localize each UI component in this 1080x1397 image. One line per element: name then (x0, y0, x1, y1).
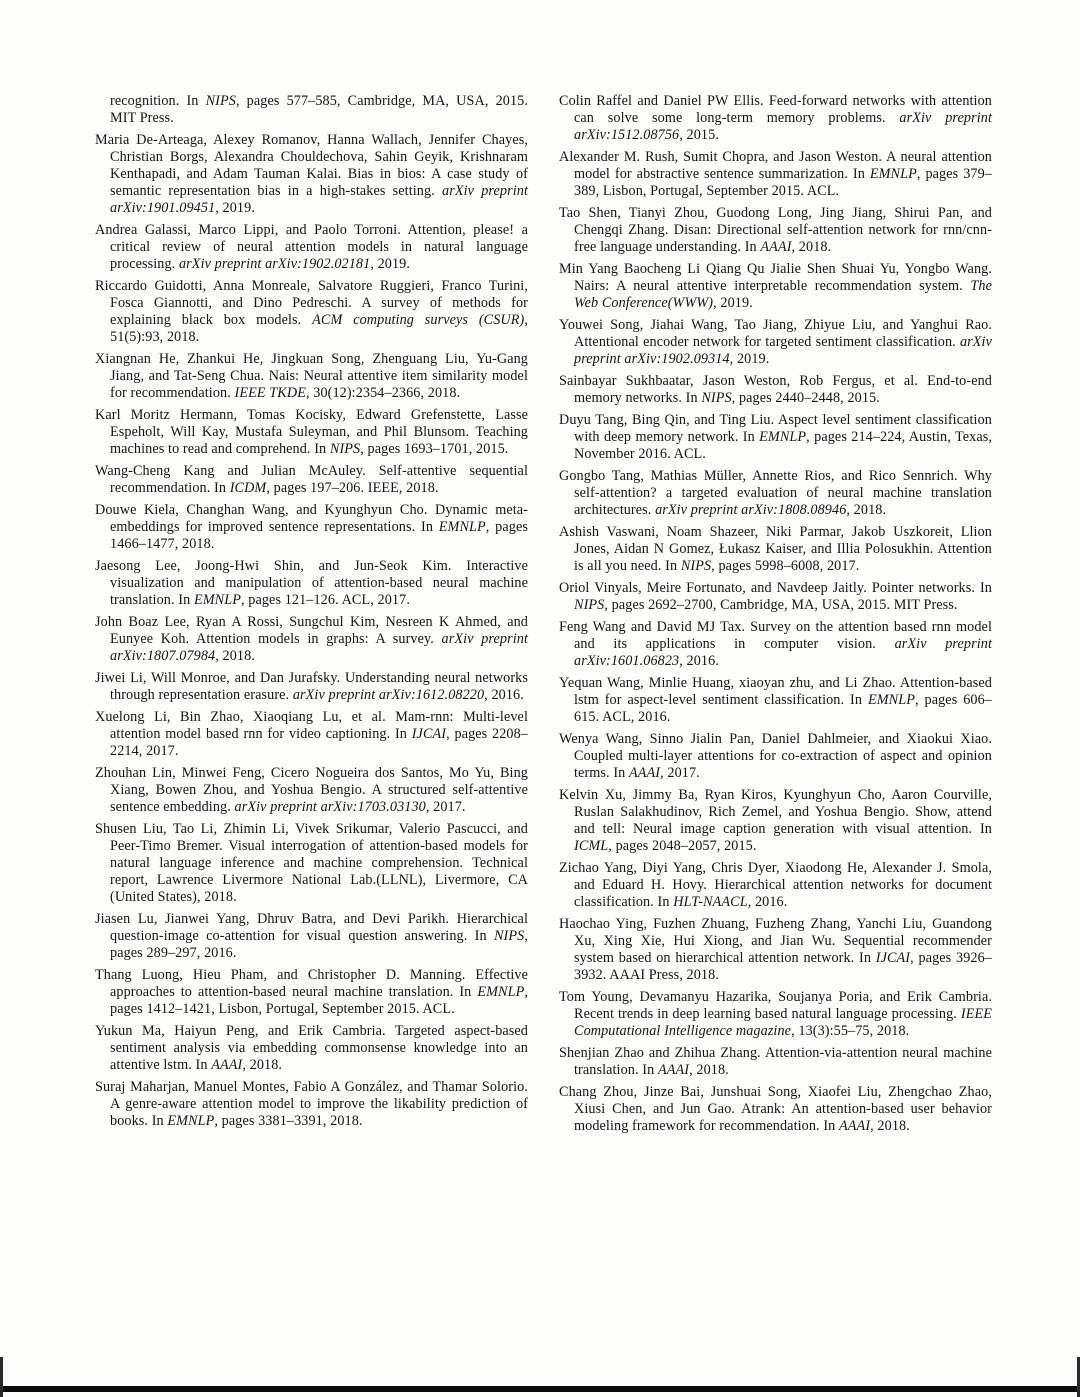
reference-venue: EMNLP (477, 984, 525, 1000)
reference-venue: IJCAI (411, 726, 447, 742)
references-column-left (95, 93, 528, 1140)
reference-text: John Boaz Lee, Ryan A Rossi, Sungchul Kim, Nesreen K Ahmed, and Eunyee Koh. Attention models in graphs: A survey. (95, 614, 528, 647)
reference-entry (95, 278, 528, 346)
reference-text: Oriol Vinyals, Meire Fortunato, and Navdeep Jaitly. Pointer networks. In (559, 580, 992, 596)
reference-entry (95, 821, 528, 906)
reference-text: Colin Raffel and Daniel PW Ellis. Feed-forward networks with attention can solve some long-term memory problems. (559, 93, 992, 126)
reference-text: , pages 3926–3932. AAAI Press, 2018. (574, 950, 992, 983)
reference-text: Zhouhan Lin, Minwei Feng, Cicero Nogueira dos Santos, Mo Yu, Bing Xiang, Bowen Zhou, and Yoshua Bengio. A structured self-attentive sentence embedding. (95, 765, 528, 815)
reference-text: recognition. In (110, 93, 206, 109)
reference-venue: AAAI (839, 1118, 871, 1134)
reference-entry (95, 502, 528, 553)
reference-venue: EMNLP (869, 166, 917, 182)
reference-venue: AAAI (657, 1062, 690, 1078)
references-section (95, 93, 992, 1140)
reference-entry (95, 463, 528, 497)
reference-venue: IJCAI (875, 950, 911, 966)
reference-text: , 2015. (679, 127, 719, 143)
reference-entry (95, 222, 528, 273)
reference-venue: EMNLP (167, 1113, 215, 1129)
reference-text: , 2018. (846, 502, 887, 518)
reference-entry (559, 93, 992, 144)
reference-text: Sainbayar Sukhbaatar, Jason Weston, Rob Fergus, et al. End-to-end memory networks. In (559, 373, 992, 406)
reference-text: Haochao Ying, Fuzhen Zhuang, Fuzheng Zhang, Yanchi Liu, Guandong Xu, Xing Xie, Hui Xiong, and Jian Wu. Sequential recommender system based on hierarchical attention network. In (559, 916, 992, 966)
reference-text: Shenjian Zhao and Zhihua Zhang. Attention-via-attention neural machine translation. In (559, 1045, 992, 1078)
reference-text: , pages 379–389, Lisbon, Portugal, September 2015. ACL. (574, 166, 992, 199)
reference-entry (95, 558, 528, 609)
reference-text: , 2016. (679, 653, 719, 669)
reference-text: , 2017. (660, 765, 700, 781)
reference-text: , pages 2440–2448, 2015. (731, 390, 880, 406)
reference-text: Tom Young, Devamanyu Hazarika, Soujanya Poria, and Erik Cambria. Recent trends in deep learning based natural language processing. (559, 989, 992, 1022)
reference-text: Alexander M. Rush, Sumit Chopra, and Jason Weston. A neural attention model for abstractive sentence summarization. In (559, 149, 992, 182)
reference-text: , pages 214–224, Austin, Texas, November 2016. ACL. (574, 429, 992, 462)
scan-artifact-bottom-left-corner (0, 1357, 3, 1397)
reference-entry (559, 580, 992, 614)
reference-text: Yukun Ma, Haiyun Peng, and Erik Cambria. Targeted aspect-based sentiment analysis via embedding commonsense knowledge into an attentive lstm. In (95, 1023, 528, 1073)
reference-entry (559, 731, 992, 782)
reference-text: Jaesong Lee, Joong-Hwi Shin, and Jun-Seok Kim. Interactive visualization and manipulation of attention-based neural machine translation. In (95, 558, 528, 608)
reference-text: Kelvin Xu, Jimmy Ba, Ryan Kiros, Kyunghyun Cho, Aaron Courville, Ruslan Salakhudinov, Rich Zemel, and Yoshua Bengio. Show, attend and tell: Neural image caption generation with visual attention. In (559, 787, 992, 837)
reference-text: , 2018. (870, 1118, 910, 1134)
reference-text: , pages 606–615. ACL, 2016. (574, 692, 992, 725)
reference-text: Chang Zhou, Jinze Bai, Junshuai Song, Xiaofei Liu, Zhengchao Zhao, Xiusi Chen, and Jun Gao. Atrank: An attention-based user behavior modeling framework for recommendation. In (559, 1084, 992, 1134)
reference-entry (95, 351, 528, 402)
reference-entry (95, 1023, 528, 1074)
reference-text: , 2019. (370, 256, 411, 272)
reference-text: Youwei Song, Jiahai Wang, Tao Jiang, Zhiyue Liu, and Yanghui Rao. Attentional encoder network for targeted sentiment classification. (559, 317, 992, 350)
reference-text: Maria De-Arteaga, Alexey Romanov, Hanna Wallach, Jennifer Chayes, Christian Borgs, Alexandra Chouldechova, Sahin Geyik, Krishnaram Kenthapadi, and Adam Tauman Kalai. Bias in bios: A case study of semantic representation bias in a high-stakes setting. (95, 132, 528, 199)
reference-text: Wang-Cheng Kang and Julian McAuley. Self-attentive sequential recommendation. In (95, 463, 528, 496)
reference-venue: arXiv preprint arXiv:1807.07984 (110, 631, 528, 664)
reference-venue: arXiv preprint arXiv:1808.08946 (655, 502, 847, 518)
reference-text: , 2016. (484, 687, 524, 703)
reference-text: , pages 2048–2057, 2015. (608, 838, 757, 854)
reference-venue: EMNLP (867, 692, 915, 708)
reference-venue: ICML (574, 838, 609, 854)
reference-text: , pages 1412–1421, Lisbon, Portugal, September 2015. ACL. (110, 984, 528, 1017)
reference-text: , pages 3381–3391, 2018. (214, 1113, 363, 1129)
reference-text: , pages 2692–2700, Cambridge, MA, USA, 2015. MIT Press. (604, 597, 958, 613)
reference-text: Andrea Galassi, Marco Lippi, and Paolo Torroni. Attention, please! a critical review of neural attention models in natural language processing. (95, 222, 528, 272)
reference-text: , pages 121–126. ACL, 2017. (240, 592, 410, 608)
reference-text: , 2016. (747, 894, 788, 910)
reference-venue: The Web Conference(WWW) (574, 278, 992, 311)
reference-text: , 2019. (215, 200, 255, 216)
reference-venue: ICDM (229, 480, 267, 496)
references-column-right (559, 93, 992, 1140)
reference-venue: NIPS (701, 390, 732, 406)
reference-text: , pages 577–585, Cambridge, MA, USA, 2015. MIT Press. (110, 93, 529, 126)
reference-entry (95, 967, 528, 1018)
reference-venue: EMNLP (759, 429, 807, 445)
reference-text: , pages 289–297, 2016. (110, 928, 528, 961)
reference-venue: HLT-NAACL (673, 894, 748, 910)
reference-venue: NIPS (329, 441, 361, 457)
reference-text: , pages 2208–2214, 2017. (110, 726, 528, 759)
reference-text: Min Yang Baocheng Li Qiang Qu Jialie Shen Shuai Yu, Yongbo Wang. Nairs: A neural attentive interpretable recommendation system. (559, 261, 992, 294)
reference-text: Duyu Tang, Bing Qin, and Ting Liu. Aspect level sentiment classification with deep memory network. In (559, 412, 992, 445)
reference-venue: arXiv preprint arXiv:1902.02181 (178, 256, 371, 272)
reference-entry (559, 149, 992, 200)
reference-entry (559, 524, 992, 575)
reference-text: Yequan Wang, Minlie Huang, xiaoyan zhu, and Li Zhao. Attention-based lstm for aspect-level sentiment classification. In (559, 675, 992, 708)
reference-entry (95, 93, 528, 127)
reference-text: , 2018. (689, 1062, 729, 1078)
reference-venue: NIPS (205, 93, 236, 109)
reference-text: Shusen Liu, Tao Li, Zhimin Li, Vivek Srikumar, Valerio Pascucci, and Peer-Timo Bremer. Visual interrogation of attention-based models for natural language inference and machine comprehension. Technical report, Lawrence Livermore National Lab.(LLNL), Livermore, CA (United States), 2018. (95, 821, 528, 905)
reference-venue: arXiv preprint arXiv:1601.06823 (574, 636, 993, 669)
reference-text: , 51(5):93, 2018. (110, 312, 529, 345)
reference-venue: ACM computing surveys (CSUR) (312, 312, 525, 328)
reference-venue: IEEE Computational Intelligence magazine (574, 1006, 992, 1039)
reference-text: Gongbo Tang, Mathias Müller, Annette Rios, and Rico Sennrich. Why self-attention? a targeted evaluation of neural machine translation architectures. (559, 468, 992, 518)
reference-text: Douwe Kiela, Changhan Wang, and Kyunghyun Cho. Dynamic meta-embeddings for improved sentence representations. In (95, 502, 528, 535)
reference-text: , 2019. (713, 295, 753, 311)
reference-entry (95, 911, 528, 962)
reference-entry (559, 619, 992, 670)
reference-text: , pages 1693–1701, 2015. (360, 441, 509, 457)
reference-text: Karl Moritz Hermann, Tomas Kocisky, Edward Grefenstette, Lasse Espeholt, Will Kay, Mustafa Suleyman, and Phil Blunsom. Teaching machines to read and comprehend. In (95, 407, 528, 457)
reference-entry (559, 317, 992, 368)
reference-text: Tao Shen, Tianyi Zhou, Guodong Long, Jing Jiang, Shirui Pan, and Chengqi Zhang. Disan: Directional self-attention network for rnn/cnn-free language understanding. In (559, 205, 992, 255)
reference-entry (559, 787, 992, 855)
reference-text: Xiangnan He, Zhankui He, Jingkuan Song, Zhenguang Liu, Yu-Gang Jiang, and Tat-Seng Chua. Nais: Neural attentive item similarity model for recommendation. (95, 351, 528, 401)
reference-venue: AAAI (760, 239, 792, 255)
reference-text: , pages 197–206. IEEE, 2018. (266, 480, 439, 496)
reference-text: , pages 1466–1477, 2018. (110, 519, 528, 552)
reference-text: , pages 5998–6008, 2017. (711, 558, 860, 574)
reference-text: Feng Wang and David MJ Tax. Survey on the attention based rnn model and its applications in computer vision. (559, 619, 992, 652)
reference-entry (559, 468, 992, 519)
reference-text: Jiasen Lu, Jianwei Yang, Dhruv Batra, and Devi Parikh. Hierarchical question-image co-attention for visual question answering. In (95, 911, 528, 944)
reference-text: , 2017. (425, 799, 466, 815)
reference-entry (559, 916, 992, 984)
reference-text: Ashish Vaswani, Noam Shazeer, Niki Parmar, Jakob Uszkoreit, Llion Jones, Aidan N Gomez, Łukasz Kaiser, and Illia Polosukhin. Attention is all you need. In (559, 524, 992, 574)
reference-entry (95, 670, 528, 704)
reference-text: Wenya Wang, Sinno Jialin Pan, Daniel Dahlmeier, and Xiaokui Xiao. Coupled multi-layer attentions for co-extraction of aspect and opinion terms. In (559, 731, 992, 781)
reference-entry (559, 205, 992, 256)
reference-entry (559, 860, 992, 911)
reference-text: Jiwei Li, Will Monroe, and Dan Jurafsky. Understanding neural networks through representation erasure. (95, 670, 528, 703)
reference-venue: EMNLP (438, 519, 486, 535)
reference-entry (559, 261, 992, 312)
reference-text: Zichao Yang, Diyi Yang, Chris Dyer, Xiaodong He, Alexander J. Smola, and Eduard H. Hovy. Hierarchical attention networks for document classification. In (559, 860, 992, 910)
reference-text: Riccardo Guidotti, Anna Monreale, Salvatore Ruggieri, Franco Turini, Fosca Giannotti, and Dino Pedreschi. A survey of methods for explaining black box models. (95, 278, 528, 328)
reference-venue: AAAI (628, 765, 661, 781)
reference-venue: NIPS (680, 558, 712, 574)
reference-venue: IEEE TKDE (234, 385, 306, 401)
reference-venue: arXiv preprint arXiv:1901.09451 (110, 183, 528, 216)
scan-artifact-bottom-edge (0, 1386, 1080, 1392)
reference-text: Xuelong Li, Bin Zhao, Xiaoqiang Lu, et al. Mam-rnn: Multi-level attention model based rnn for video captioning. In (95, 709, 528, 742)
reference-venue: arXiv preprint arXiv:1902.09314 (574, 334, 992, 367)
reference-entry (559, 989, 992, 1040)
reference-venue: NIPS (493, 928, 525, 944)
reference-text: Suraj Maharjan, Manuel Montes, Fabio A González, and Thamar Solorio. A genre-aware attention model to improve the likability prediction of books. In (95, 1079, 528, 1129)
reference-entry (559, 675, 992, 726)
reference-entry (95, 1079, 528, 1130)
reference-venue: NIPS (574, 597, 605, 613)
reference-venue: arXiv preprint arXiv:1703.03130 (234, 799, 426, 815)
reference-entry (95, 614, 528, 665)
reference-venue: arXiv preprint arXiv:1612.08220 (292, 687, 485, 703)
reference-entry (95, 407, 528, 458)
reference-entry (559, 412, 992, 463)
reference-text: , 2018. (215, 648, 255, 664)
reference-entry (95, 765, 528, 816)
reference-entry (559, 1045, 992, 1079)
reference-venue: EMNLP (193, 592, 241, 608)
reference-text: , 2018. (791, 239, 832, 255)
reference-venue: arXiv preprint arXiv:1512.08756 (574, 110, 992, 143)
reference-entry (95, 132, 528, 217)
reference-entry (95, 709, 528, 760)
reference-entry (559, 373, 992, 407)
reference-text: , 2018. (242, 1057, 283, 1073)
reference-text: Thang Luong, Hieu Pham, and Christopher D. Manning. Effective approaches to attention-based neural machine translation. In (95, 967, 528, 1000)
reference-text: , 30(12):2354–2366, 2018. (305, 385, 461, 401)
reference-text: , 2019. (729, 351, 770, 367)
reference-entry (559, 1084, 992, 1135)
reference-venue: AAAI (211, 1057, 243, 1073)
reference-text: , 13(3):55–75, 2018. (791, 1023, 910, 1039)
